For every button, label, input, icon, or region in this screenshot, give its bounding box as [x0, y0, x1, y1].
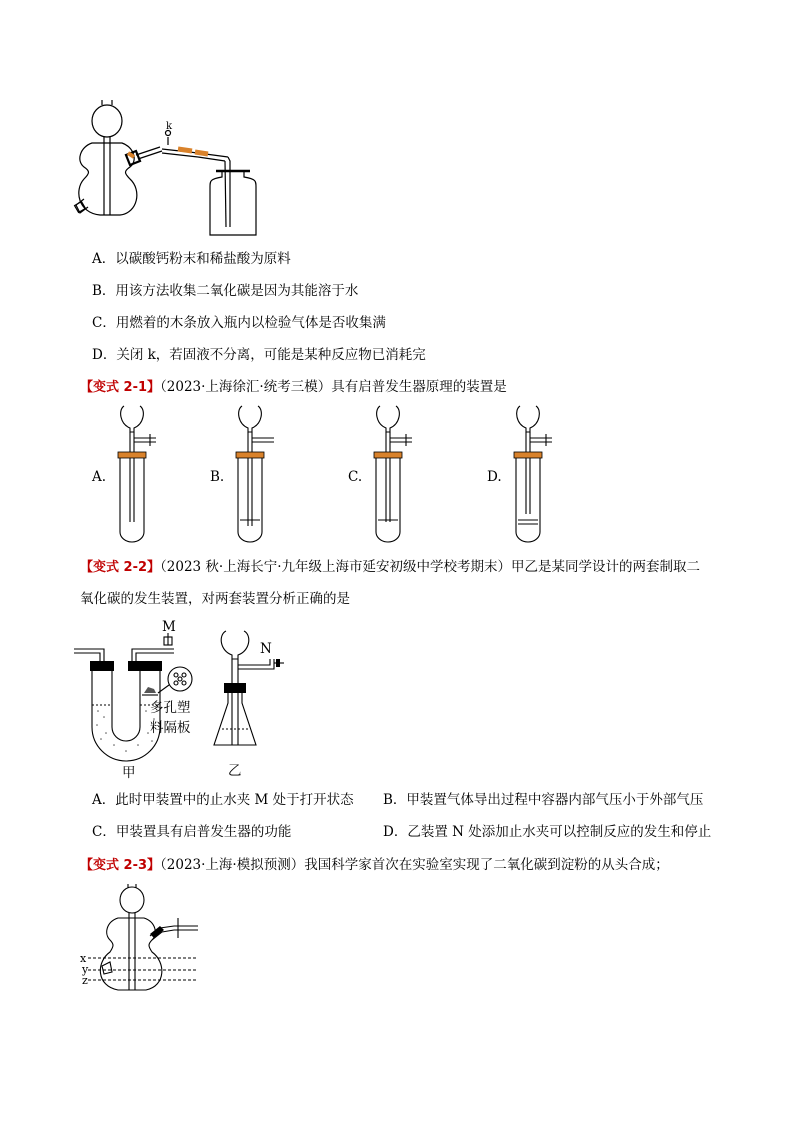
level-z-label: z	[82, 974, 88, 987]
level-x-label: x	[80, 952, 87, 965]
v22-tag: 【变式 2-2】	[80, 560, 161, 575]
q1-option-b: B．用该方法收集二氧化碳是因为其能溶于水	[92, 283, 359, 299]
q1-option-d: D．关闭 k，若固液不分离，可能是某种反应物已消耗完	[92, 347, 426, 363]
v23-kipp-apparatus	[78, 882, 208, 997]
v21-apparatus-c	[368, 404, 428, 544]
v22-option-d: D．乙装置 N 处添加止水夹可以控制反应的发生和停止	[383, 824, 712, 840]
v21-label-c: C.	[348, 469, 363, 485]
v23-heading	[80, 856, 669, 875]
clamp-m-label: M	[162, 619, 176, 635]
v23-tag: 【变式 2-3】	[80, 858, 161, 873]
v22-option-a: A．此时甲装置中的止水夹 M 处于打开状态	[92, 792, 354, 808]
v21-apparatus-d	[508, 404, 568, 544]
apparatus-jia-label: 甲	[122, 765, 136, 781]
v22-option-c: C．甲装置具有启普发生器的功能	[92, 824, 292, 840]
v23-text: （2023·上海·模拟预测）我国科学家首次在实验室实现了二氧化碳到淀粉的从头合成；	[160, 857, 669, 873]
apparatus-yi-label: 乙	[228, 763, 242, 779]
v21-apparatus-b	[230, 404, 290, 544]
plate-label-line2: 料隔板	[150, 720, 191, 736]
v21-text: （2023·上海徐汇·统考三模）具有启普发生器原理的装置是	[160, 379, 507, 395]
stopcock-k-label: k	[166, 121, 173, 132]
v22-u-tube-apparatus	[70, 615, 210, 785]
q1-option-c: C．用燃着的木条放入瓶内以检验气体是否收集满	[92, 315, 386, 331]
v21-apparatus-a	[112, 404, 172, 544]
v22-option-b: B．甲装置气体导出过程中容器内部气压小于外部气压	[383, 792, 704, 808]
v21-label-d: D.	[487, 469, 502, 485]
v22-text-2: 氧化碳的发生装置，对两套装置分析正确的是	[80, 591, 350, 607]
level-y-label: y	[82, 963, 89, 976]
v21-label-a: A.	[92, 469, 107, 485]
v21-tag: 【变式 2-1】	[80, 380, 161, 395]
v21-heading	[80, 378, 507, 397]
q1-option-a: A．以碳酸钙粉末和稀盐酸为原料	[92, 251, 291, 267]
kipp-generator-figure	[70, 95, 270, 245]
v22-text-1: （2023 秋·上海长宁·九年级上海市延安初级中学校考期末）甲乙是某同学设计的两套制取二	[160, 559, 700, 575]
v22-flask-apparatus	[210, 625, 310, 785]
plate-label-line1: 多孔塑	[150, 700, 191, 716]
v22-heading-line1	[80, 558, 700, 577]
v21-label-b: B.	[210, 469, 225, 485]
clamp-n-label: N	[260, 641, 272, 657]
